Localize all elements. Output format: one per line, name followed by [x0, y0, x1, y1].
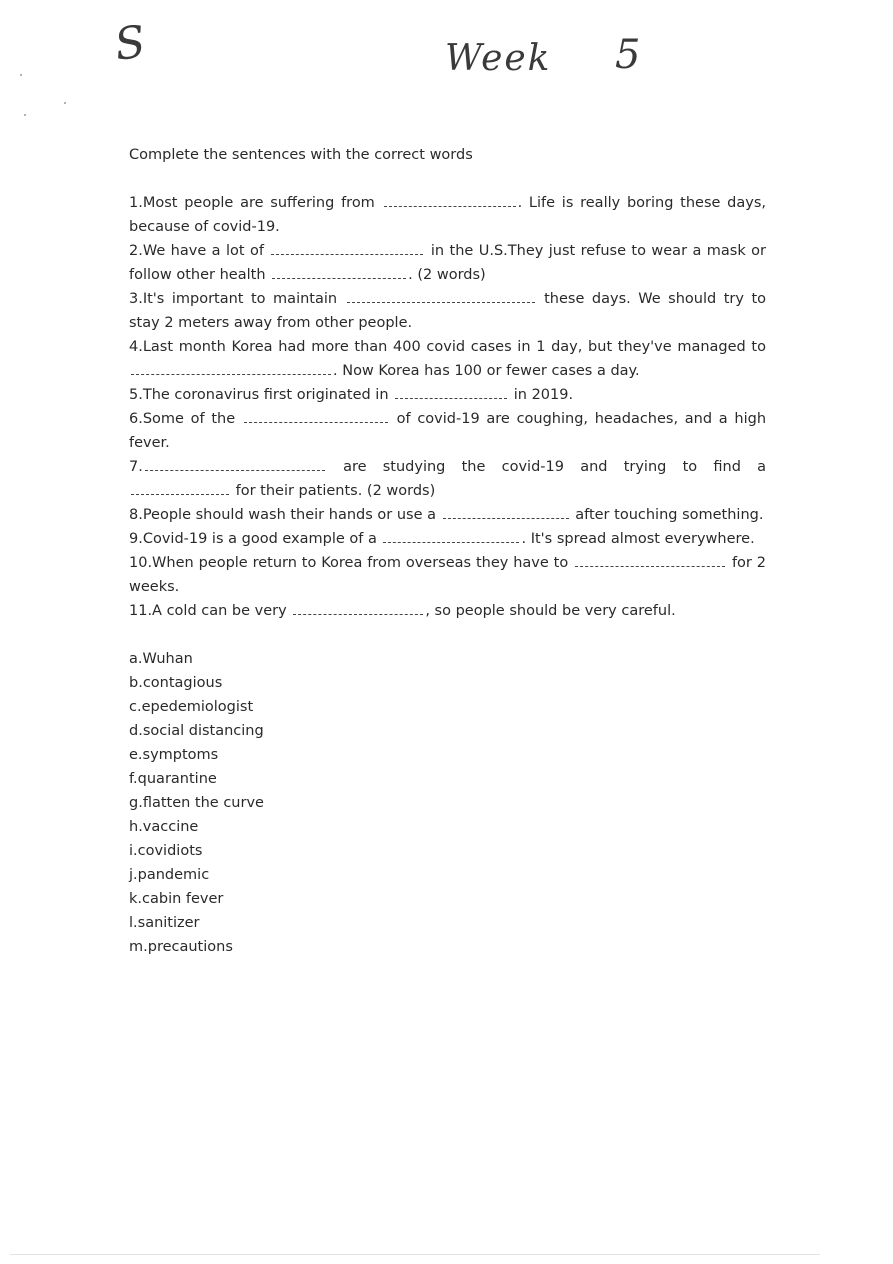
- answer-blank[interactable]: [293, 614, 423, 615]
- sentence-6: 6.Some of the of covid-19 are coughing, headaches, and a high fever.: [129, 411, 767, 451]
- answer-blank[interactable]: [145, 470, 325, 471]
- answer-blank[interactable]: [383, 542, 519, 543]
- word-bank-option: c.epedemiologist: [129, 699, 254, 715]
- sentence-7: 7. are studying the covid-19 and trying to find a for their patients. (2 words): [129, 459, 767, 499]
- answer-blank[interactable]: [443, 518, 569, 519]
- sentence-3: 3.It's important to maintain these days. We should try to stay 2 meters away from other people.: [129, 291, 767, 331]
- word-bank-option: l.sanitizer: [129, 915, 200, 931]
- word-bank-option: d.social distancing: [129, 723, 264, 739]
- handwritten-letter: S: [111, 16, 149, 71]
- answer-blank[interactable]: [131, 494, 229, 495]
- sentence-10: 10.When people return to Korea from overseas they have to for 2 weeks.: [129, 555, 766, 595]
- worksheet: [129, 143, 766, 959]
- answer-blank[interactable]: [347, 302, 535, 303]
- answer-blank[interactable]: [272, 278, 406, 279]
- word-bank-option: k.cabin fever: [129, 891, 224, 907]
- sentence-9: 9.Covid-19 is a good example of a . It's spread almost everywhere.: [129, 531, 755, 547]
- sentence-11: 11.A cold can be very , so people should be very careful.: [129, 603, 676, 619]
- scan-speck: [24, 114, 26, 116]
- sentence-5: 5.The coronavirus first originated in in 2019.: [129, 387, 574, 403]
- handwritten-week-number: 5: [615, 32, 641, 78]
- answer-blank[interactable]: [271, 254, 423, 255]
- scan-speck: [64, 102, 66, 104]
- word-bank-option: m.precautions: [129, 939, 233, 955]
- sentence-2: 2.We have a lot of in the U.S.They just refuse to wear a mask or follow other health . (2 words): [129, 243, 766, 283]
- instruction-text: Complete the sentences with the correct words: [129, 147, 473, 163]
- sentence-1: 1.Most people are suffering from . Life is really boring these days, because of covid-19.: [129, 195, 766, 235]
- word-bank-option: g.flatten the curve: [129, 795, 264, 811]
- word-bank-option: e.symptoms: [129, 747, 219, 763]
- answer-blank[interactable]: [395, 398, 507, 399]
- word-bank-option: j.pandemic: [129, 867, 210, 883]
- scan-edge-line: [10, 1254, 820, 1255]
- scan-speck: [20, 74, 22, 76]
- answer-blank[interactable]: [384, 206, 516, 207]
- word-bank-option: h.vaccine: [129, 819, 199, 835]
- word-bank-option: f.quarantine: [129, 771, 217, 787]
- word-bank-option: a.Wuhan: [129, 651, 193, 667]
- handwritten-week-label: Week: [445, 38, 552, 79]
- sentence-8: 8.People should wash their hands or use a after touching something.: [129, 507, 764, 523]
- sentence-4: 4.Last month Korea had more than 400 covid cases in 1 day, but they've managed to . Now Korea has 100 or fewer cases a day.: [129, 339, 766, 379]
- answer-blank[interactable]: [131, 374, 331, 375]
- answer-blank[interactable]: [244, 422, 388, 423]
- word-bank-option: i.covidiots: [129, 843, 203, 859]
- answer-blank[interactable]: [575, 566, 725, 567]
- word-bank-option: b.contagious: [129, 675, 223, 691]
- word-bank: [129, 647, 766, 959]
